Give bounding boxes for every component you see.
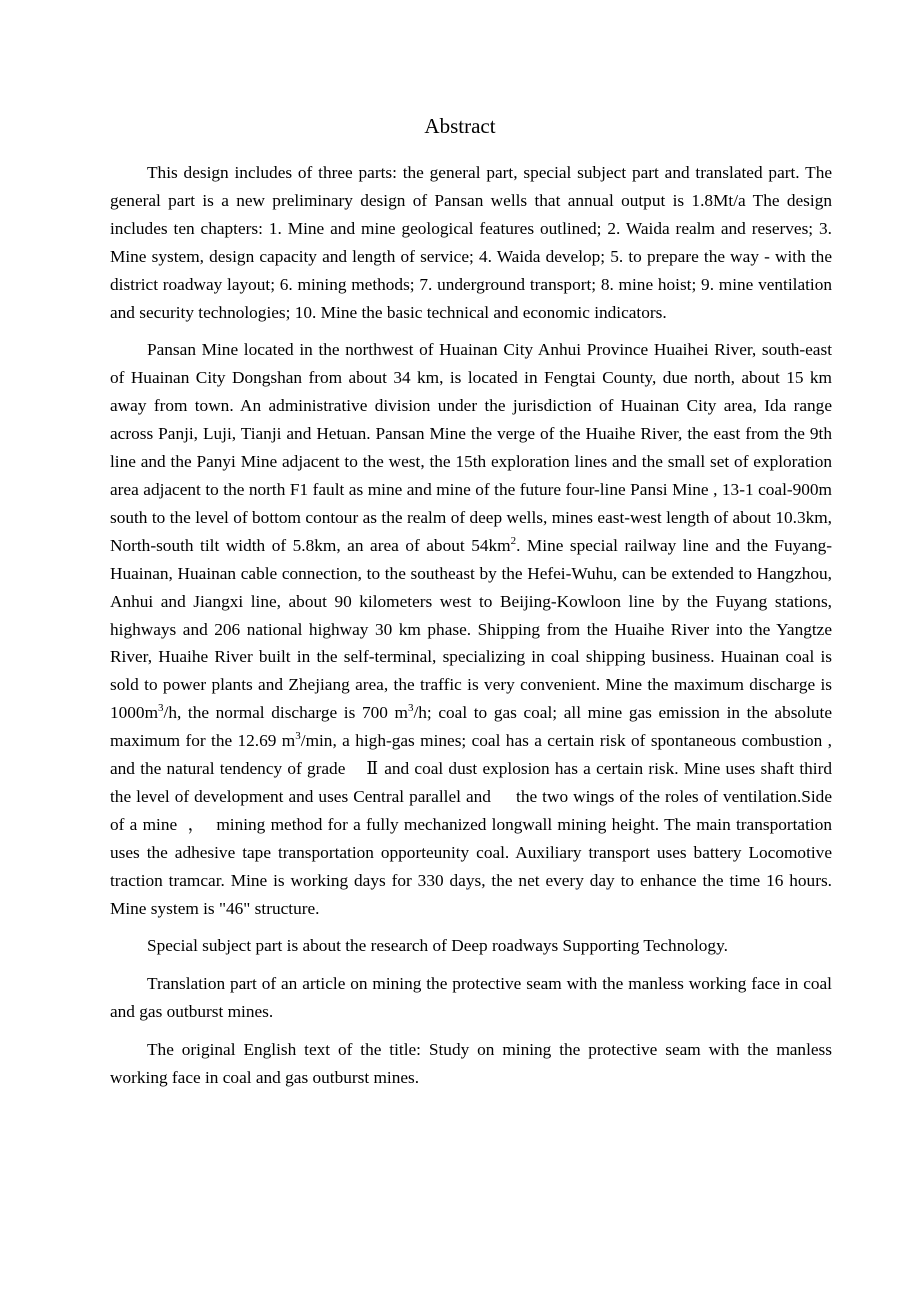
superscript: 3 [295, 730, 301, 743]
superscript: 3 [158, 702, 164, 715]
paragraph-translation-part: Translation part of an article on mining the protective seam with the manless working face in coal and gas outburst mines. [110, 974, 832, 1022]
superscript: 3 [407, 702, 414, 715]
abstract-title: Abstract [424, 114, 496, 138]
text-segment: Pansan Mine located in the northwest of Huainan City Anhui Province Huaihei River, south-east of Huainan City Dongshan from about 34 km, is located in Fengtai County, due north, about 15 km away from town. An administrative division under the jurisdiction of Huainan City area, Ida range across Panji, Luji, Tianji and Hetuan. Pansan Mine the verge of the Huaihe River, the east from the 9th line and the Panyi Mine adjacent to the west, the 15th exploration lines and the small set of exploration area adjacent to the north F1 fault as mine and mine of the future four-line Pansi Mine , 13-1 coal-900m south to the level of bottom contour as the realm of deep wells, mines east-west length of about 10.3km, North-south tilt width of 5.8km, an area of about 54km [110, 340, 832, 555]
superscript: 2 [510, 535, 517, 548]
text-segment: /min, a high-gas mines; coal has a certain risk of spontaneous combustion , and the natural tendency of grade Ⅱ and coal dust explosion has a certain risk. Mine uses shaft third the level of development and uses Central parallel and the two wings of the roles of ventilation.Side of a mine ， mining method for a fully mechanized longwall mining height. The main transportation uses the adhesive tape transportation opporteunity coal. Auxiliary transport uses battery Locomotive traction tramcar. Mine is working days for 330 days, the net every day to enhance the time 16 hours. Mine system is "46" structure. [110, 731, 833, 918]
paragraph-overview: This design includes of three parts: the general part, special subject part and translated part. The general part is a new preliminary design of Pansan wells that annual output is 1.8Mt/a The design includes ten chapters: 1. Mine and mine geological features outlined; 2. Waida realm and reserves; 3. Mine system, design capacity and length of service; 4. Waida develop; 5. to prepare the way - with the district roadway layout; 6. mining methods; 7. underground transport; 8. mine hoist; 9. mine ventilation and security technologies; 10. Mine the basic technical and economic indicators. [110, 163, 832, 322]
paragraph-mine-description [110, 336, 832, 922]
paragraph-special-subject: Special subject part is about the research of Deep roadways Supporting Technology. [147, 936, 728, 956]
text-segment: /h, the normal discharge is 700 m [163, 703, 408, 723]
abstract-body [110, 159, 832, 1102]
text-segment: . Mine special railway line and the Fuyang-Huainan, Huainan cable connection, to the southeast by the Hefei-Wuhu, can be extended to Hangzhou, Anhui and Jiangxi line, about 90 kilometers west to Beijing-Kowloon line by the Fuyang stations, highways and 206 national highway 30 km phase. Shipping from the Huaihe River into the Yangtze River, Huaihe River built in the self-terminal, specializing in coal shipping business. Huainan coal is sold to power plants and Zhejiang area, the traffic is very convenient. Mine the maximum discharge is 1000m [110, 535, 832, 723]
text-segment: /h; coal to gas coal; all mine gas emission in the absolute maximum for the 12.69 m [110, 703, 832, 751]
paragraph-original-title: The original English text of the title: Study on mining the protective seam with the manless working face in coal and gas outburst mines. [110, 1040, 832, 1088]
